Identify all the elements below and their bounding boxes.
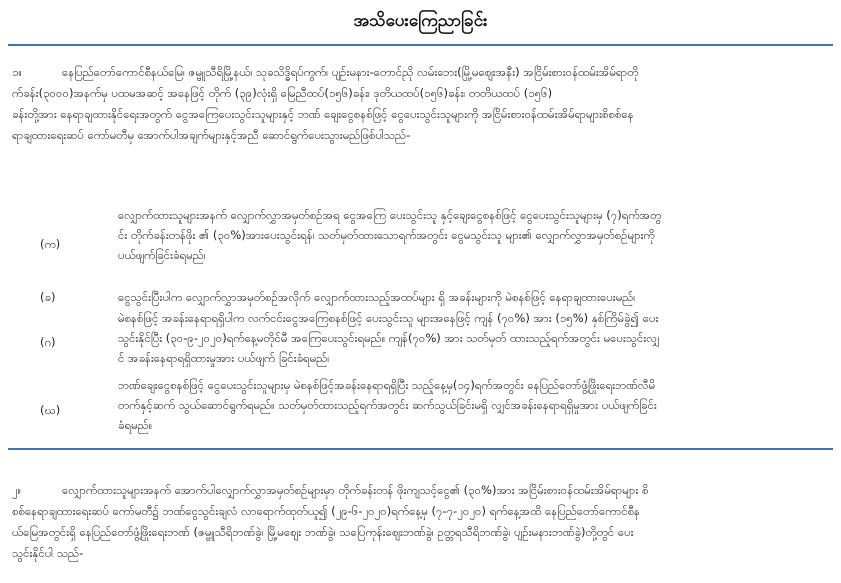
paragraph-1-line: နေပြည်တော်ကောင်စီနယ်မြေ၊ ဇမ္ဗူသီရိမြို့နယ်၊ သုခသိဒ္ဓိရပ်ကွက်၊ ပျဉ်းမနား-တောင်ညို လမ်းဘေး(မြို့မဈေးအနီး) အငြိမ်းစားဝန်ထမ်းအိမ်ရာတို — [62, 65, 639, 79]
paragraph-1-number: ၁။ — [12, 65, 22, 79]
paragraph-2-line: စစ်နေရာချထားရေးဆပ် ကော်မတီ၌ ဘဏ်ငွေသွင်းချလံ လာရောက်ထုတ်ယူ၍ (၂၉-၆-၂၀၂၀)ရက်နေ့မှ (၇-၇-၂၀၂၀) ရက်နေ့အထိ နေပြည်တော်ကောင်စီန — [12, 504, 641, 518]
item-line: ဘဏ်ချေးငွေစနစ်ဖြင့် ငွေပေးသွင်းသူများမှ မဲစနစ်ဖြင့်အခန်းနေရာရရှိပြီး သည့်နေ့မှ(၁၄)ရက်အတွင်း နေပြည်တော်ဖွံ့ဖြိုးရေးဘဏ်လီမိ — [118, 378, 656, 392]
paragraph-1-line: ရာချထားရေးဆပ် ကော်မတီမှ အောက်ပါအချက်များနှင့်အညီ ဆောင်ရွက်ပေးသွားမည်ဖြစ်ပါသည်- — [12, 128, 411, 142]
item-line: င်း တိုက်ခန်းတန်ဖိုး ၏ (၃၀%)အားပေးသွင်းရန်၊ သတ်မှတ်ထားသောရက်အတွင်း ငွေမသွင်းသူ များ၏ လျှောက်လွှာအမှတ်စဉ်များကို — [118, 228, 655, 242]
item-line: ငွေသွင်းပြီးပါက လျှောက်လွှာအမှတ်စဉ်အလိုက် လျှောက်ထားသည့်အထပ်များ ရှိ အခန်းများကို မဲစနစ်ဖြင့် နေရာချထားပေးမည်၊ — [118, 290, 636, 304]
paragraph-1 — [62, 62, 832, 83]
paragraph-2-number: ၂။ — [12, 483, 22, 497]
paragraph-1-line: ခန်းတို့အား နေရာချထားနိုင်ရေးအတွက် ငွေအကြေပေးသွင်းသူများနှင့် ဘဏ် ချေးငွေစနစ်ဖြင့် ငွေပေးသွင်းသူများကို အငြိမ်းစားဝန်ထမ်းအိမ်ရာများစိစစ်နေ — [12, 107, 634, 121]
paragraph-2-line: ယ်မြေအတွင်းရှိ နေပြည်တော်ဖွံ့ဖြိုးရေးဘဏ် (ဇမ္ဗူသီရိဘဏ်ခွဲ၊ မြို့မဈေး ဘဏ်ခွဲ၊ သပြေကုန်းဈေးဘဏ်ခွဲ၊ ဥတ္တရသီရိဘဏ်ခွဲ၊ ပျဉ်းမနားဘဏ်ခွဲ)တို့တွင် ပေး — [12, 525, 634, 539]
paragraph-2-body — [12, 501, 832, 564]
item-ka-text — [118, 205, 831, 265]
title-divider — [8, 44, 833, 46]
item-ka-marker: (က) — [40, 237, 61, 251]
paragraph-2-line: လျှောက်ထားသူများအနက် အောက်ပါလျှောက်လွှာအမှတ်စဉ်များမှာ တိုက်ခန်းတန် ဖိုးကျသင့်ငွေ၏ (၃၀%)အား အငြိမ်းစားဝန်ထမ်းအိမ်ရာများ စိ — [62, 483, 649, 497]
item-line: ခံရမည်။ — [118, 418, 153, 432]
item-line: သွင်းနိုင်ပြီး (၃၀-၉-၂၀၂၀)ရက်နေ့မတိုင်မီ အကြေပေးသွင်းရမည်။ ကျန်(၇၀%) အား သတ်မှတ် ထားသည့်ရက်အတွင်း မပေးသွင်းလျှ — [118, 331, 660, 345]
item-line: င် အခန်းနေရာရရှိထားမှုအား ပယ်ဖျက် ခြင်းခံရမည်၊ — [118, 351, 330, 365]
paragraph-2-line: သွင်းနိုင်ပါ သည်- — [12, 546, 84, 560]
page-title: အသိပေးကြေညာခြင်း — [353, 11, 488, 31]
item-line: ပယ်ဖျက်ခြင်းခံရမည်၊ — [118, 248, 206, 262]
paragraph-2 — [62, 480, 832, 501]
item-kha-marker: (ခ) — [40, 290, 56, 304]
item-ga-text — [118, 308, 831, 368]
section-divider — [8, 448, 833, 450]
item-gha-marker: (ဃ) — [40, 403, 61, 417]
paragraph-1-line: က်ခန်း(၃၀၀၀)အနက်မှ ပထမအဆင့် အနေဖြင့် တိုက် (၃၉)လုံးရှိ မြေညီထပ်(၁၅၆)ခန်း၊ ဒုတိယထပ်(၁၅၆)ခန်း၊ တတိယထပ် (၁၅၆) — [12, 86, 553, 100]
paragraph-1-body — [12, 83, 832, 146]
item-line: မဲစနစ်ဖြင့် အခန်းနေရာရရှိပါက လက်ငင်းငွေအကြေစနစ်ဖြင့် ပေးသွင်းသူ များအနေဖြင့် ကျန် (၇၀%) အား (၁၅%) နှစ်ကြိမ်ခွဲ၍ ပေး — [118, 311, 659, 325]
item-line: တက်နှင့်ဆက် သွယ်ဆောင်ရွက်ရမည်။ သတ်မှတ်ထားသည့်ရက်အတွင်း ဆက်သွယ်ခြင်းမရှိ လျှင်အခန်းနေရာရရှိမှုအား ပယ်ဖျက်ခြင်း — [118, 398, 657, 412]
item-kha-text — [118, 287, 831, 307]
item-line: လျှောက်ထားသူများအနက် လျှောက်လွှာအမှတ်စဉ်အရ ငွေအကြေ ပေးသွင်းသူ နှင့်ချေးငွေစနစ်ဖြင့် ငွေပေးသွင်းသူများမှ (၇)ရက်အတွ — [118, 208, 662, 222]
item-gha-text — [118, 375, 831, 435]
item-ga-marker: (ဂ) — [40, 335, 56, 349]
